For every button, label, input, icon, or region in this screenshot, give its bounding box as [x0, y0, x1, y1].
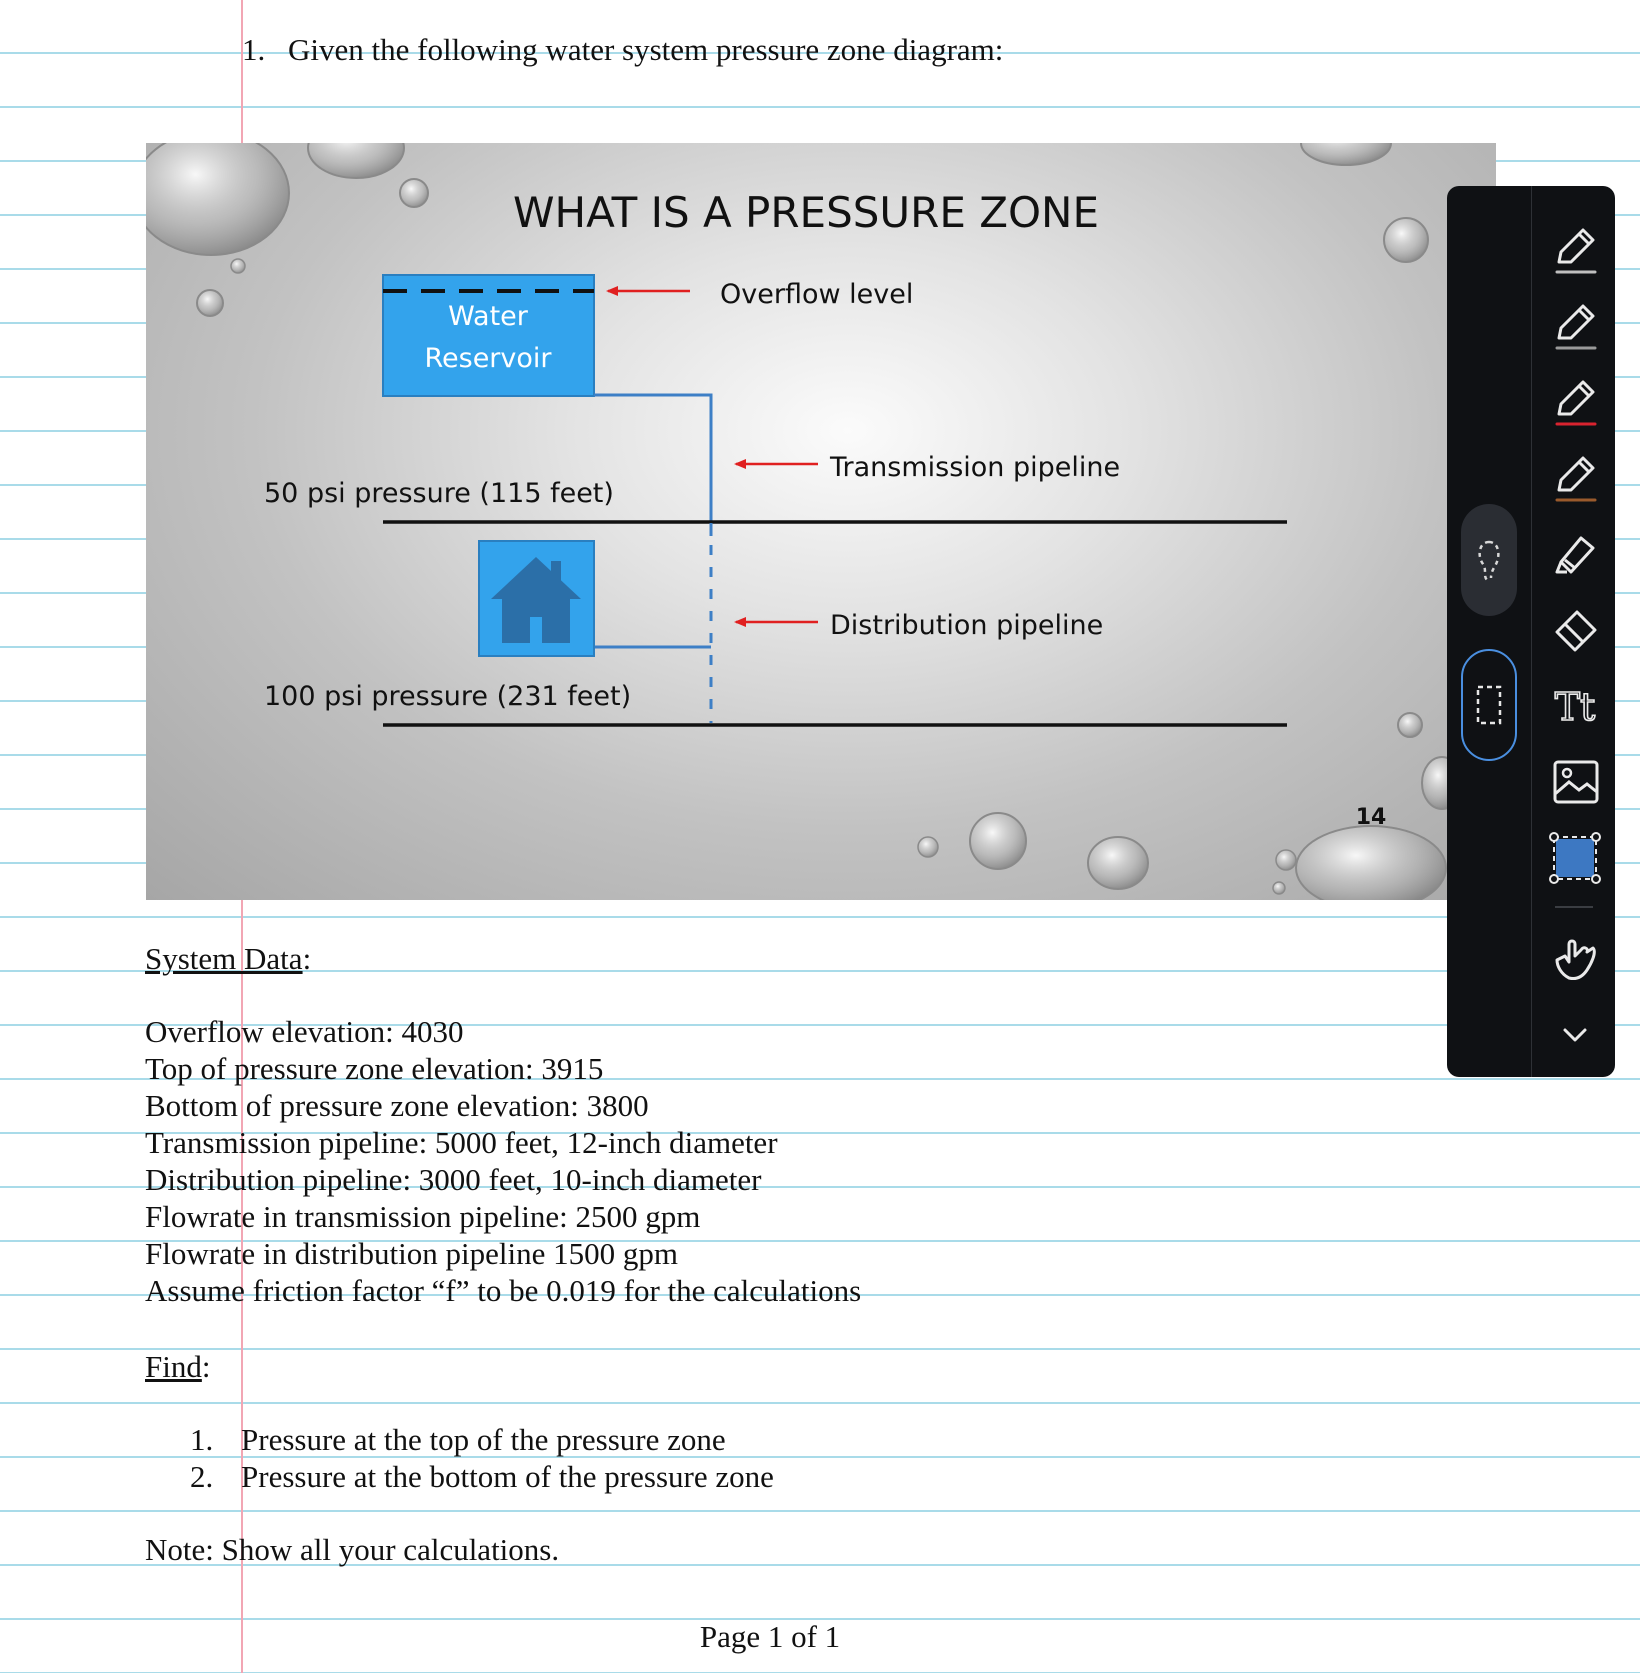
overflow-label: Overflow level	[720, 279, 914, 310]
rect-select-icon	[1463, 651, 1515, 759]
annotation-toolbar	[1447, 186, 1615, 1077]
list-item: Top of pressure zone elevation: 3915	[145, 1051, 604, 1086]
red-pen-icon	[1547, 374, 1603, 430]
slide-number: 14	[1355, 805, 1387, 830]
pen-icon	[1547, 222, 1603, 278]
toolbar-separator	[1555, 906, 1593, 908]
system-data-list	[145, 1013, 861, 1309]
list-item: Overflow elevation: 4030	[145, 1014, 464, 1049]
shape-tool[interactable]	[1547, 830, 1603, 886]
question-heading	[242, 32, 1003, 68]
pencil-tool[interactable]	[1547, 298, 1603, 354]
chevron-down-icon	[1547, 1006, 1603, 1062]
reservoir-label-1: Water	[448, 301, 528, 332]
rect-select-tool[interactable]	[1461, 649, 1517, 761]
brown-pen-icon	[1547, 450, 1603, 506]
shape-icon	[1547, 830, 1603, 886]
reservoir-label-2: Reservoir	[424, 343, 552, 374]
eraser-tool[interactable]	[1547, 602, 1603, 658]
highlighter-tool[interactable]	[1547, 526, 1603, 582]
lasso-icon	[1461, 504, 1517, 616]
list-item: Bottom of pressure zone elevation: 3800	[145, 1088, 649, 1123]
text-tool[interactable]	[1547, 678, 1603, 734]
collapse-toolbar-button[interactable]	[1547, 1006, 1603, 1062]
transmission-pipeline	[594, 395, 711, 536]
question-number: 1.	[242, 32, 266, 67]
find-list	[190, 1421, 774, 1495]
system-data-heading: System Data:	[145, 941, 312, 976]
distribution-label: Distribution pipeline	[830, 610, 1104, 641]
water-reservoir	[383, 275, 594, 396]
text-icon	[1547, 678, 1603, 734]
lasso-tool[interactable]	[1461, 504, 1517, 616]
list-item: 1. Pressure at the top of the pressure zone	[190, 1422, 726, 1457]
question-text: Given the following water system pressure zone diagram:	[288, 32, 1004, 67]
image-icon	[1547, 754, 1603, 810]
page-footer: Page 1 of 1	[699, 1619, 841, 1654]
slide-diagram	[146, 143, 1496, 900]
pen-tool[interactable]	[1547, 222, 1603, 278]
list-item: Flowrate in transmission pipeline: 2500 gpm	[145, 1199, 701, 1234]
find-heading: Find:	[145, 1349, 211, 1384]
list-item: 2. Pressure at the bottom of the pressure zone	[190, 1459, 774, 1494]
svg-text:Tt: Tt	[1554, 685, 1596, 729]
pressure-50-label: 50 psi pressure (115 feet)	[264, 478, 614, 509]
slide-title: WHAT IS A PRESSURE ZONE	[512, 188, 1100, 237]
list-item: Transmission pipeline: 5000 feet, 12-inch diameter	[145, 1125, 778, 1160]
pencil-icon	[1547, 298, 1603, 354]
brown-pen-tool[interactable]	[1547, 450, 1603, 506]
eraser-icon	[1547, 602, 1603, 658]
list-item: Assume friction factor “f” to be 0.019 for the calculations	[145, 1273, 862, 1308]
highlighter-icon	[1547, 526, 1603, 582]
touch-tool[interactable]	[1547, 930, 1603, 986]
image-tool[interactable]	[1547, 754, 1603, 810]
pressure-100-label: 100 psi pressure (231 feet)	[264, 681, 632, 712]
red-pen-tool[interactable]	[1547, 374, 1603, 430]
pressure-zone-slide	[146, 143, 1496, 900]
transmission-label: Transmission pipeline	[830, 452, 1121, 483]
note-text: Note: Show all your calculations.	[145, 1532, 560, 1567]
list-item: Flowrate in distribution pipeline 1500 gpm	[145, 1236, 678, 1271]
list-item: Distribution pipeline: 3000 feet, 10-inch diameter	[145, 1162, 762, 1197]
touch-icon	[1547, 930, 1603, 986]
